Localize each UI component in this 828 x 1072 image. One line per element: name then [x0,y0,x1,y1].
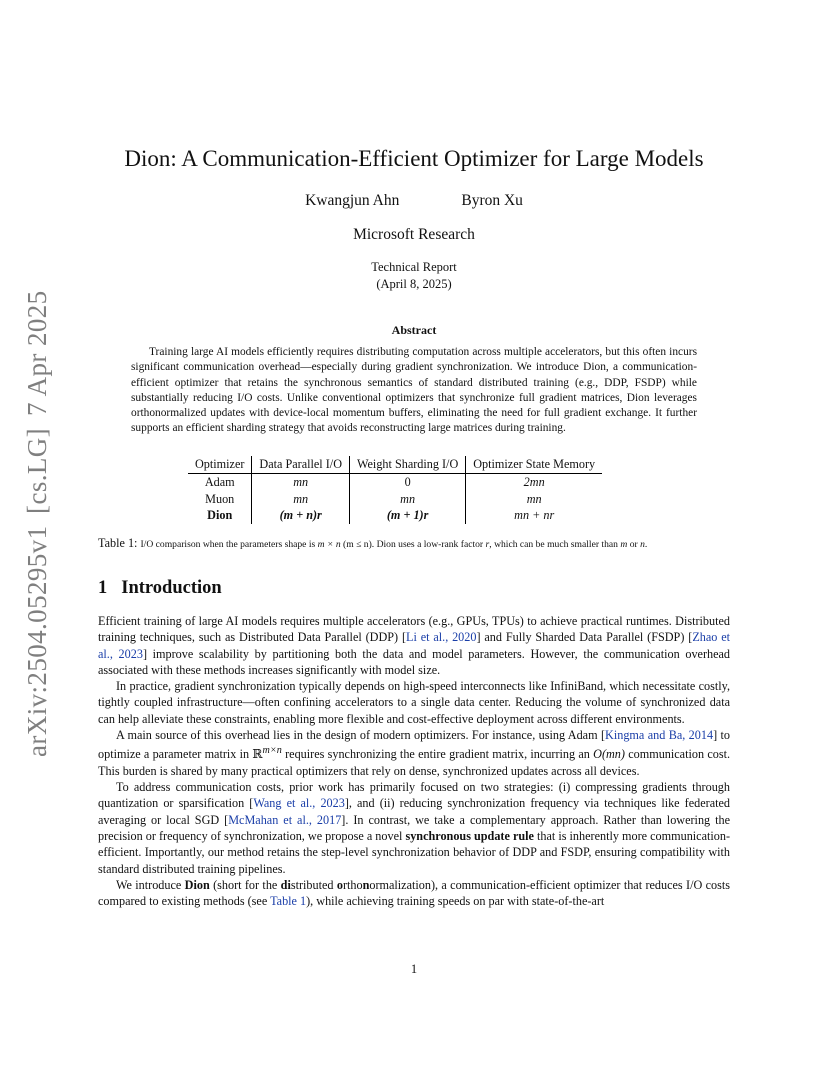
caption-text: , which can be much smaller than [489,539,618,550]
arxiv-id: arXiv:2504.05295v1 [22,525,52,757]
bold-phrase: di [280,877,291,892]
table-reference-link[interactable]: Table 1 [270,894,307,909]
table-cell: Dion [188,507,252,524]
caption-text: . Dion uses a low-rank factor [371,539,484,550]
report-type: Technical Report [371,260,457,274]
table-header: Optimizer [188,456,252,474]
caption-math: m [620,539,628,550]
page-number: 1 [410,962,418,976]
table-caption [98,536,647,551]
paragraph [98,678,730,727]
citation-link[interactable]: Kingma and Ba, 2014 [605,728,714,743]
table-cell: (m + 1)r [350,507,466,524]
paragraph-text: communication cost. This burden is shared by many practical optimizers that rely on dense, synchronized updates across all devices. [98,747,730,778]
paragraph-text: stributed [290,877,337,892]
paragraph-text: ] to optimize a parameter matrix in [98,728,731,762]
caption-text: I/O comparison when the parameters shape is [140,539,316,550]
citation-link[interactable]: Wang et al., 2023 [253,796,345,811]
math-superscript: m×n [262,745,282,757]
citation-link[interactable]: McMahan et al., 2017 [228,812,342,827]
table-cell: (m + n)r [252,507,350,524]
author-name: Kwangjun Ahn [305,192,400,209]
bold-phrase: synchronous update rule [405,828,534,843]
paragraph-text: ] improve scalability by partitioning both the data and model parameters. However, the communication overhead associated with these methods increases significantly with model size. [98,646,731,677]
caption-math: (m ≤ n) [343,539,372,550]
arxiv-category: [cs.LG] [22,427,52,514]
table-cell: 2mn [523,475,545,489]
table-row [188,507,602,524]
paragraph-text: ], and (ii) reducing synchronization frequency via techniques like federated averaging or local SGD [ [98,796,731,827]
paper-title: Dion: A Communication-Efficient Optimizer for Large Models [124,146,704,171]
paragraph [98,779,730,877]
report-info [0,259,828,293]
table-header: Weight Sharding I/O [350,456,466,474]
table-cell: 0 [350,474,466,491]
caption-math: r [485,539,490,550]
paragraph-text: ]. In contrast, we take a complementary approach. Rather than lowering the precision or frequency of synchronization, we propose a novel [98,812,730,843]
section-number: 1 [98,578,108,598]
paragraph-text: requires synchronizing the entire gradient matrix, incurring an [281,747,594,762]
math-space: ℝ [252,747,263,762]
paragraph-text: that is inherently more communication-efficient. Importantly, our method retains the step-level synchronization behavior of DDP and FSDP, ensuring compatibility with standard distributed training pipelines. [98,828,731,876]
bold-phrase: o [336,877,343,892]
caption-label: Table 1: [98,536,138,550]
report-date: (April 8, 2025) [376,277,452,291]
math-complexity: O(mn) [593,747,625,762]
paragraph-text: ] and Fully Sharded Data Parallel (FSDP) [ [476,630,693,645]
authors [0,192,828,210]
paragraph-text: We introduce [116,877,185,892]
caption-math: m × n [317,539,341,550]
paragraph-text: A main source of this overhead lies in the design of modern optimizers. For instance, using Adam [ [116,728,606,743]
table-cell: mn + nr [514,508,555,522]
table-cell: mn [252,474,350,491]
table-header: Data Parallel I/O [252,456,350,474]
body-text [98,613,730,909]
bold-phrase: n [362,877,370,892]
section-heading [98,578,222,599]
arxiv-date: 7 Apr 2025 [22,290,52,416]
paragraph-text: To address communication costs, prior work has primarily focused on two strategies: (i) compressing gradients through quantization or sparsification [ [98,780,730,811]
citation-link[interactable]: Zhao et al., 2023 [98,630,731,661]
table-header-row [188,456,602,474]
author-name: Byron Xu [461,192,523,209]
arxiv-identifier [22,290,53,769]
table-cell: Adam [188,474,252,491]
paragraph-text: rtho [342,877,363,892]
citation-link[interactable]: Li et al., 2020 [406,630,477,645]
table-cell: mn [350,491,466,508]
paragraph-text: ormalization), a communication-efficient optimizer that reduces I/O costs compared to existing methods (see [98,877,730,909]
abstract-text: Training large AI models efficiently requires distributing computation across multiple accelerators, but this often incurs significant communication overhead—especially during gradient synchronization. We introduce Dion, a communication-efficient optimizer that retains the synchronous semantics of standard distributed training (e.g., DDP, FSDP) while substantially reducing I/O costs. Unlike conventional optimizers that synchronize full gradient matrices, Dion leverages orthonormalized updates with device-local momentum buffers, eliminating the need for full gradient exchange. It further supports an efficient sharding strategy that avoids reconstructing large matrices during training. [131,346,697,435]
paragraph [98,727,730,779]
section-title: Introduction [121,578,222,598]
paragraph-text: Efficient training of large AI models requires multiple accelerators (e.g., GPUs, TPUs) to achieve practical runtimes. Distributed training techniques, such as Distributed Data Parallel (DDP) [ [98,614,730,645]
bold-phrase: Dion [184,877,210,892]
caption-math: n [640,539,645,550]
paragraph [98,877,730,910]
table-header: Optimizer State Memory [466,456,602,474]
paragraph-text: (short for the [209,877,281,892]
table-cell: mn [252,491,350,508]
caption-text: or [629,539,638,550]
affiliation: Microsoft Research [353,226,475,243]
paragraph [98,613,730,678]
table-row [188,491,602,508]
table-cell: mn [526,491,542,506]
table-row [188,474,602,491]
abstract-heading: Abstract [391,323,437,337]
paragraph-text: In practice, gradient synchronization typically depends on high-speed interconnects like InfiniBand, which necessitate costly, tightly coupled infrastructure—often confining accelerators to a single data center. Reducing the volume of synchronized data can help alleviate these constraints, enabling more flexible and cost-effective deployment across different environments. [98,679,730,726]
caption-text: . [644,539,648,550]
io-comparison-table [188,456,602,524]
table-cell: Muon [188,491,252,508]
paragraph-text: ), while achieving training speeds on par with state-of-the-art [306,894,605,909]
